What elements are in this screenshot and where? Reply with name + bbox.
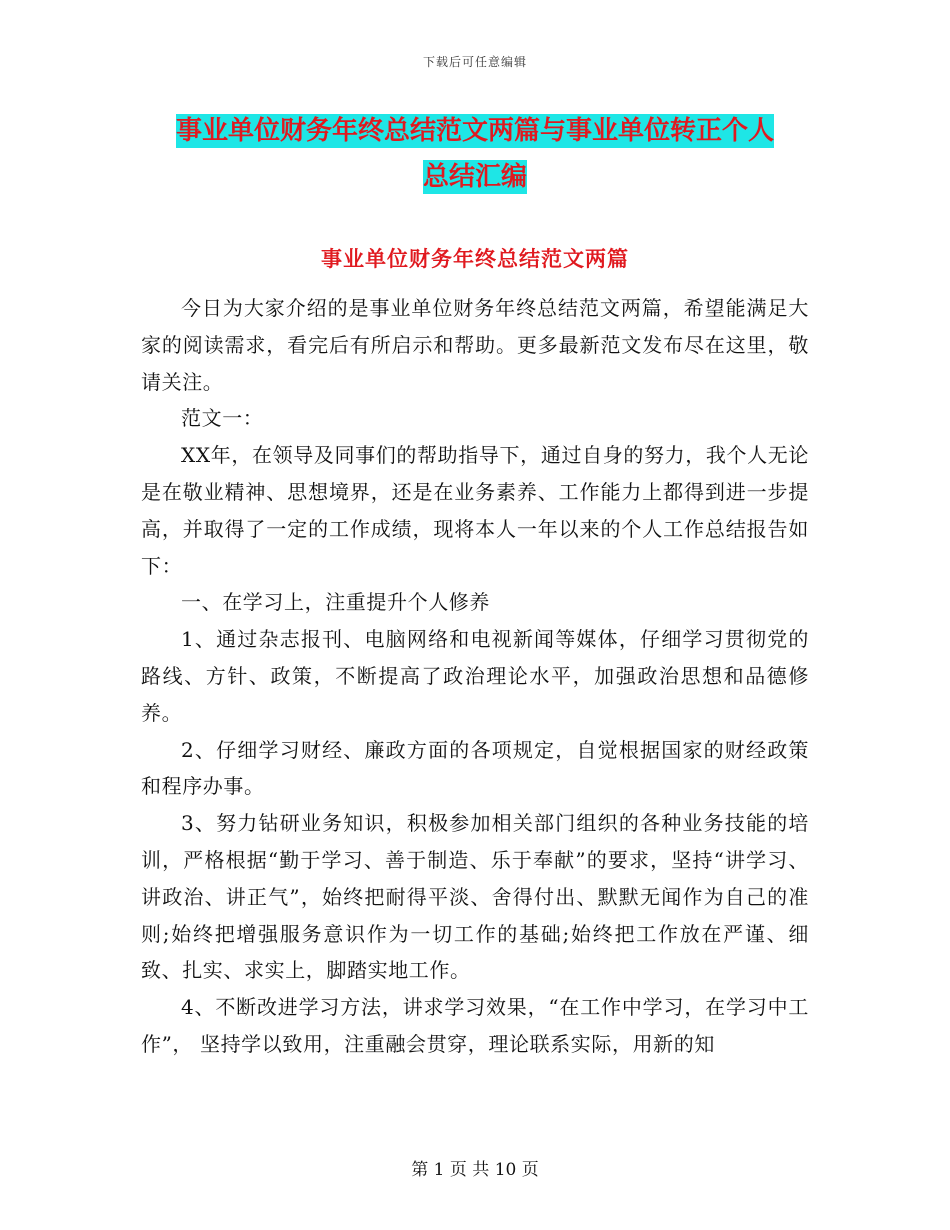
document-title-line2: 总结汇编 <box>422 162 527 192</box>
paragraph: XX年，在领导及同事们的帮助指导下，通过自身的努力，我个人无论是在敬业精神、思想境界，还是在业务素养、工作能力上都得到进一步提高，并取得了一定的工作成绩，现将本人一年以来的个人工作总结报告如下： <box>141 443 809 578</box>
document-title-line1: 事业单位财务年终总结范文两篇与事业单位转正个人 <box>175 116 774 146</box>
paragraph: 范文一： <box>181 406 264 431</box>
header-note: 下载后可任意编辑 <box>422 55 527 69</box>
section-title: 事业单位财务年终总结范文两篇 <box>321 247 629 271</box>
document-body <box>141 290 809 1063</box>
paragraph: 2、仔细学习财经、廉政方面的各项规定，自觉根据国家的财经政策和程序办事。 <box>141 737 809 799</box>
paragraph: 一、在学习上，注重提升个人修养 <box>181 590 490 615</box>
paragraph: 3、努力钻研业务知识，积极参加相关部门组织的各种业务技能的培训，严格根据“勤于学习、善于制造、乐于奉献”的要求，坚持“讲学习、讲政治、讲正气”，始终把耐得平淡、舍得付出、默默无闻作为自己的准则;始终把增强服务意识作为一切工作的基础;始终把工作放在严谨、细致、扎实、求实上，脚踏实地工作。 <box>141 811 809 983</box>
paragraph: 1、通过杂志报刊、电脑网络和电视新闻等媒体，仔细学习贯彻党的路线、方针、政策，不断提高了政治理论水平，加强政治思想和品德修养。 <box>141 627 809 725</box>
page-number-footer: 第 1 页 共 10 页 <box>411 1160 539 1180</box>
paragraph: 今日为大家介绍的是事业单位财务年终总结范文两篇，希望能满足大家的阅读需求，看完后有所启示和帮助。更多最新范文发布尽在这里，敬请关注。 <box>141 296 809 394</box>
document-title <box>140 108 810 200</box>
paragraph: 4、不断改进学习方法，讲求学习效果，“在工作中学习，在学习中工作”， 坚持学以致用，注重融会贯穿，理论联系实际，用新的知 <box>141 995 809 1056</box>
